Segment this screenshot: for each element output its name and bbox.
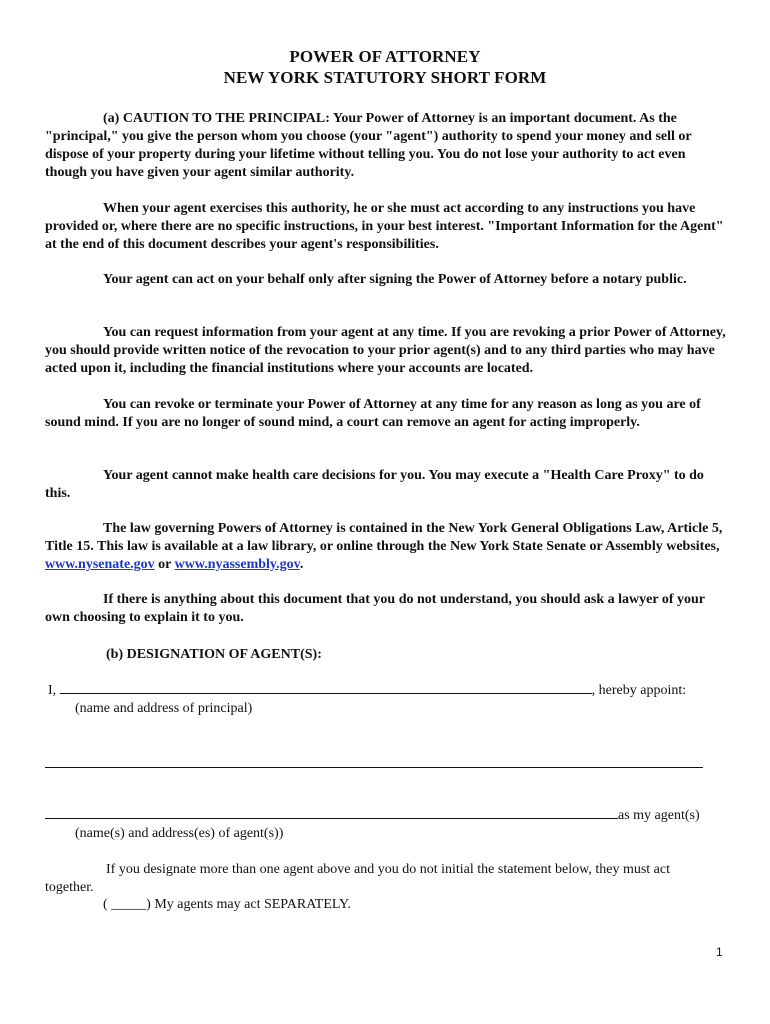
separately-option[interactable]: ( _____) My agents may act SEPARATELY. [103, 897, 351, 912]
appoint-suffix: , hereby appoint: [591, 683, 687, 698]
multiple-agents-note-end: together. [45, 880, 94, 895]
principal-address-field[interactable] [45, 767, 703, 768]
law-paragraph-end: . [299, 557, 304, 572]
agent-authority-paragraph: When your agent exercises this authority, he or she must act according to any instructions you have provided or, where there are no specific instructions, in your best interest. "Important Information for the Agent" at the end of this document describes your agent's responsibilities. [45, 201, 724, 252]
principal-line [48, 681, 686, 700]
designation-heading: (b) DESIGNATION OF AGENT(S): [106, 647, 322, 662]
health-care-paragraph: Your agent cannot make health care decisions for you. You may execute a "Health Care Proxy" to do this. [45, 468, 704, 501]
multiple-agents-note: If you designate more than one agent above and you do not initial the statement below, they must act [106, 862, 670, 877]
principal-caption: (name and address of principal) [75, 701, 253, 716]
lawyer-advice-paragraph: If there is anything about this document that you do not understand, you should ask a lawyer of your own choosing to explain it to you. [45, 592, 705, 625]
document-title: POWER OF ATTORNEY [289, 47, 481, 66]
notary-paragraph: Your agent can act on your behalf only after signing the Power of Attorney before a notary public. [103, 272, 687, 287]
law-paragraph-text: The law governing Powers of Attorney is contained in the New York General Obligations Law, Article 5, Title 15. This law is available at a law library, or online through the New York State Senate or Assembly websites, [45, 521, 723, 554]
page-number: 1 [716, 945, 723, 959]
law-paragraph [45, 520, 730, 574]
agent-line [45, 806, 700, 825]
revoke-paragraph: You can revoke or terminate your Power of Attorney at any time for any reason as long as you are of sound mind. If you are no longer of sound mind, a court can remove an agent for acting improperly. [45, 397, 701, 430]
principal-prefix: I, [48, 683, 57, 698]
agent-caption: (name(s) and address(es) of agent(s)) [75, 826, 284, 841]
document-subtitle: NEW YORK STATUTORY SHORT FORM [223, 68, 547, 87]
nyassembly-link[interactable]: www.nyassembly.gov [174, 557, 300, 572]
principal-name-field[interactable] [60, 681, 592, 694]
agent-suffix: as my agent(s) [618, 808, 700, 823]
caution-paragraph: (a) CAUTION TO THE PRINCIPAL: Your Power of Attorney is an important document. As the "principal," you give the person whom you choose (your "agent") authority to spend your money and sell or dispose of your property during your lifetime without telling you. You do not lose your authority to act even though you have given your agent similar authority. [45, 111, 692, 180]
agent-name-field[interactable] [45, 806, 618, 819]
law-paragraph-connector: or [154, 557, 175, 572]
nysenate-link[interactable]: www.nysenate.gov [45, 557, 155, 572]
request-information-paragraph: You can request information from your agent at any time. If you are revoking a prior Power of Attorney, you should provide written notice of the revocation to your prior agent(s) and to any third parties who may have acted upon it, including the financial institutions where your accounts are located. [45, 325, 726, 376]
